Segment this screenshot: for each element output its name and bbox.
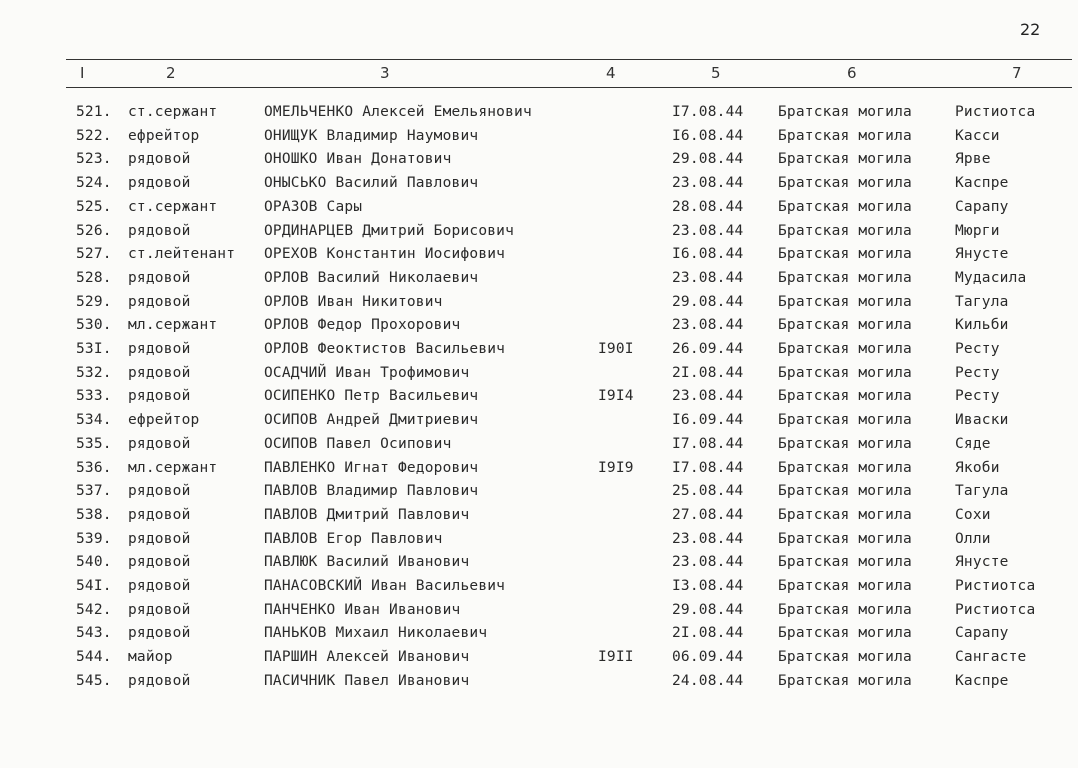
soldier-name: ПАВЛОВ Дмитрий Павлович <box>264 506 470 523</box>
row-number: 53I. <box>76 341 112 357</box>
row-number: 523. <box>76 151 112 168</box>
rank: рядовой <box>128 530 191 547</box>
table-row <box>0 388 1078 412</box>
rank: рядовой <box>128 293 191 310</box>
row-number: 54I. <box>76 578 112 594</box>
soldier-name: ОРЕХОВ Константин Иосифович <box>264 246 506 263</box>
soldier-name: ПАВЛЕНКО Игнат Федорович <box>264 459 479 476</box>
table-row <box>0 649 1078 673</box>
death-date: 27.08.44 <box>672 506 744 523</box>
death-date: 25.08.44 <box>672 483 744 500</box>
table-row <box>0 554 1078 578</box>
rank: мл.сержант <box>128 317 218 334</box>
soldier-name: ПАСИЧНИК Павел Иванович <box>264 672 470 689</box>
soldier-name: ПАВЛОВ Владимир Павлович <box>264 483 479 500</box>
death-date: 23.08.44 <box>672 175 744 192</box>
rank: рядовой <box>128 222 191 239</box>
burial-place: Ристиотса <box>955 601 1036 618</box>
soldier-name: ПАВЛОВ Егор Павлович <box>264 530 443 547</box>
death-date: I6.08.44 <box>672 246 744 263</box>
soldier-name: ОРАЗОВ Сары <box>264 198 363 215</box>
burial-place: Янусте <box>955 554 1009 571</box>
soldier-name: ОРЛОВ Василий Николаевич <box>264 269 479 286</box>
burial-type: Братская могила <box>778 127 912 144</box>
burial-type: Братская могила <box>778 364 912 381</box>
burial-place: Якоби <box>955 459 1000 476</box>
row-number: 530. <box>76 317 112 334</box>
burial-place: Ярве <box>955 151 991 168</box>
death-date: 29.08.44 <box>672 151 744 168</box>
birth-year: I9II <box>598 649 634 666</box>
soldier-name: ОНЫСЬКО Василий Павлович <box>264 175 479 192</box>
table-row <box>0 341 1078 365</box>
table-row <box>0 578 1078 602</box>
rank: рядовой <box>128 269 191 286</box>
death-date: 23.08.44 <box>672 530 744 547</box>
rank: рядовой <box>128 435 191 452</box>
burial-place: Кильби <box>955 317 1009 334</box>
table-row <box>0 199 1078 223</box>
burial-type: Братская могила <box>778 625 912 642</box>
row-number: 521. <box>76 104 112 120</box>
burial-place: Каспре <box>955 672 1009 689</box>
burial-place: Сарапу <box>955 198 1009 215</box>
death-date: 2I.08.44 <box>672 625 744 642</box>
burial-type: Братская могила <box>778 198 912 215</box>
burial-type: Братская могила <box>778 388 912 405</box>
burial-place: Каспре <box>955 175 1009 192</box>
soldier-name: ПАРШИН Алексей Иванович <box>264 649 470 666</box>
rank: рядовой <box>128 672 191 689</box>
burial-type: Братская могила <box>778 222 912 239</box>
rank: рядовой <box>128 601 191 618</box>
table-row <box>0 625 1078 649</box>
death-date: I6.09.44 <box>672 412 744 429</box>
death-date: 06.09.44 <box>672 649 744 666</box>
death-date: 23.08.44 <box>672 388 744 405</box>
header-rule <box>66 87 1072 88</box>
rank: рядовой <box>128 175 191 192</box>
soldier-name: ОНОШКО Иван Донатович <box>264 151 452 168</box>
column-header-2: 2 <box>166 64 176 82</box>
soldier-name: ОРДИНАРЦЕВ Дмитрий Борисович <box>264 222 515 239</box>
table-row <box>0 460 1078 484</box>
soldier-name: ОРЛОВ Иван Никитович <box>264 293 443 310</box>
table-row <box>0 483 1078 507</box>
table-row <box>0 151 1078 175</box>
table-row <box>0 602 1078 626</box>
burial-place: Олли <box>955 530 991 547</box>
row-number: 527. <box>76 246 112 263</box>
burial-type: Братская могила <box>778 269 912 286</box>
row-number: 532. <box>76 364 112 381</box>
row-number: 539. <box>76 530 112 547</box>
death-date: I7.08.44 <box>672 104 744 120</box>
rank: ст.лейтенант <box>128 246 236 263</box>
burial-type: Братская могила <box>778 506 912 523</box>
row-number: 534. <box>76 412 112 429</box>
rank: рядовой <box>128 625 191 642</box>
burial-place: Сангасте <box>955 649 1027 666</box>
burial-type: Братская могила <box>778 246 912 263</box>
row-number: 533. <box>76 388 112 405</box>
row-number: 524. <box>76 175 112 192</box>
burial-place: Янусте <box>955 246 1009 263</box>
burial-place: Сарапу <box>955 625 1009 642</box>
row-number: 529. <box>76 293 112 310</box>
death-date: 23.08.44 <box>672 269 744 286</box>
burial-place: Мюрги <box>955 222 1000 239</box>
row-number: 538. <box>76 506 112 523</box>
row-number: 543. <box>76 625 112 642</box>
rank: мл.сержант <box>128 459 218 476</box>
column-header-5: 5 <box>711 64 721 82</box>
table-row <box>0 104 1078 128</box>
table-row <box>0 175 1078 199</box>
birth-year: I9I9 <box>598 459 634 476</box>
burial-place: Ресту <box>955 341 1000 357</box>
row-number: 545. <box>76 672 112 689</box>
burial-type: Братская могила <box>778 601 912 618</box>
burial-place: Иваски <box>955 412 1009 429</box>
burial-place: Ристиотса <box>955 578 1036 594</box>
burial-type: Братская могила <box>778 672 912 689</box>
birth-year: I9I4 <box>598 388 634 405</box>
burial-type: Братская могила <box>778 554 912 571</box>
burial-type: Братская могила <box>778 175 912 192</box>
rank: рядовой <box>128 506 191 523</box>
burial-type: Братская могила <box>778 483 912 500</box>
row-number: 542. <box>76 601 112 618</box>
table-row <box>0 246 1078 270</box>
rank: рядовой <box>128 151 191 168</box>
rank: рядовой <box>128 483 191 500</box>
death-date: I6.08.44 <box>672 127 744 144</box>
rank: ст.сержант <box>128 104 218 120</box>
death-date: 26.09.44 <box>672 341 744 357</box>
rank: ефрейтор <box>128 127 200 144</box>
burial-place: Сяде <box>955 435 991 452</box>
birth-year: I90I <box>598 341 634 357</box>
burial-type: Братская могила <box>778 649 912 666</box>
burial-place: Мудасила <box>955 269 1027 286</box>
row-number: 535. <box>76 435 112 452</box>
column-header-7: 7 <box>1012 64 1022 82</box>
row-number: 536. <box>76 459 112 476</box>
table-row <box>0 507 1078 531</box>
rank: рядовой <box>128 554 191 571</box>
burial-place: Тагула <box>955 483 1009 500</box>
death-date: 2I.08.44 <box>672 364 744 381</box>
burial-type: Братская могила <box>778 435 912 452</box>
death-date: 23.08.44 <box>672 554 744 571</box>
death-date: 29.08.44 <box>672 293 744 310</box>
row-number: 525. <box>76 198 112 215</box>
burial-place: Сохи <box>955 506 991 523</box>
burial-type: Братская могила <box>778 317 912 334</box>
column-header-3: 3 <box>380 64 390 82</box>
burial-place: Тагула <box>955 293 1009 310</box>
burial-place: Касси <box>955 127 1000 144</box>
table-row <box>0 673 1078 697</box>
row-number: 540. <box>76 554 112 571</box>
burial-type: Братская могила <box>778 530 912 547</box>
burial-place: Ресту <box>955 388 1000 405</box>
burial-type: Братская могила <box>778 412 912 429</box>
burial-type: Братская могила <box>778 459 912 476</box>
soldier-name: ПАНЬКОВ Михаил Николаевич <box>264 625 488 642</box>
rank: рядовой <box>128 388 191 405</box>
page-number: 22 <box>1020 20 1041 39</box>
row-number: 522. <box>76 127 112 144</box>
soldier-name: ОМЕЛЬЧЕНКО Алексей Емельянович <box>264 104 532 120</box>
row-number: 528. <box>76 269 112 286</box>
soldier-name: ПАНАСОВСКИЙ Иван Васильевич <box>264 578 506 594</box>
burial-type: Братская могила <box>778 293 912 310</box>
soldier-name: ОНИЩУК Владимир Наумович <box>264 127 479 144</box>
rank: ст.сержант <box>128 198 218 215</box>
soldier-name: ПАНЧЕНКО Иван Иванович <box>264 601 461 618</box>
burial-place: Ресту <box>955 364 1000 381</box>
rank: ефрейтор <box>128 412 200 429</box>
death-date: I3.08.44 <box>672 578 744 594</box>
death-date: 29.08.44 <box>672 601 744 618</box>
column-header-1: I <box>80 64 85 82</box>
table-row <box>0 436 1078 460</box>
death-date: 24.08.44 <box>672 672 744 689</box>
soldier-name: ОСИПЕНКО Петр Васильевич <box>264 388 479 405</box>
rank: рядовой <box>128 341 191 357</box>
soldier-name: ОСАДЧИЙ Иван Трофимович <box>264 364 470 381</box>
burial-type: Братская могила <box>778 104 912 120</box>
row-number: 537. <box>76 483 112 500</box>
column-header-row <box>0 64 1078 84</box>
table-row <box>0 128 1078 152</box>
soldier-name: ПАВЛЮК Василий Иванович <box>264 554 470 571</box>
burial-type: Братская могила <box>778 578 912 594</box>
column-header-6: 6 <box>847 64 857 82</box>
soldier-name: ОРЛОВ Феоктистов Васильевич <box>264 341 506 357</box>
death-date: I7.08.44 <box>672 459 744 476</box>
table-row <box>0 412 1078 436</box>
row-number: 526. <box>76 222 112 239</box>
table-row <box>0 531 1078 555</box>
rank: рядовой <box>128 364 191 381</box>
soldier-name: ОСИПОВ Андрей Дмитриевич <box>264 412 479 429</box>
table-row <box>0 365 1078 389</box>
burial-type: Братская могила <box>778 341 912 357</box>
burial-place: Ристиотса <box>955 104 1036 120</box>
table-row <box>0 223 1078 247</box>
table-row <box>0 317 1078 341</box>
death-date: 23.08.44 <box>672 222 744 239</box>
death-date: 23.08.44 <box>672 317 744 334</box>
death-date: 28.08.44 <box>672 198 744 215</box>
burial-type: Братская могила <box>778 151 912 168</box>
table-row <box>0 294 1078 318</box>
top-rule <box>66 59 1072 60</box>
soldier-name: ОРЛОВ Федор Прохорович <box>264 317 461 334</box>
death-date: I7.08.44 <box>672 435 744 452</box>
soldier-name: ОСИПОВ Павел Осипович <box>264 435 452 452</box>
row-number: 544. <box>76 649 112 666</box>
column-header-4: 4 <box>606 64 616 82</box>
rank: рядовой <box>128 578 191 594</box>
table-row <box>0 270 1078 294</box>
rank: майор <box>128 649 173 666</box>
